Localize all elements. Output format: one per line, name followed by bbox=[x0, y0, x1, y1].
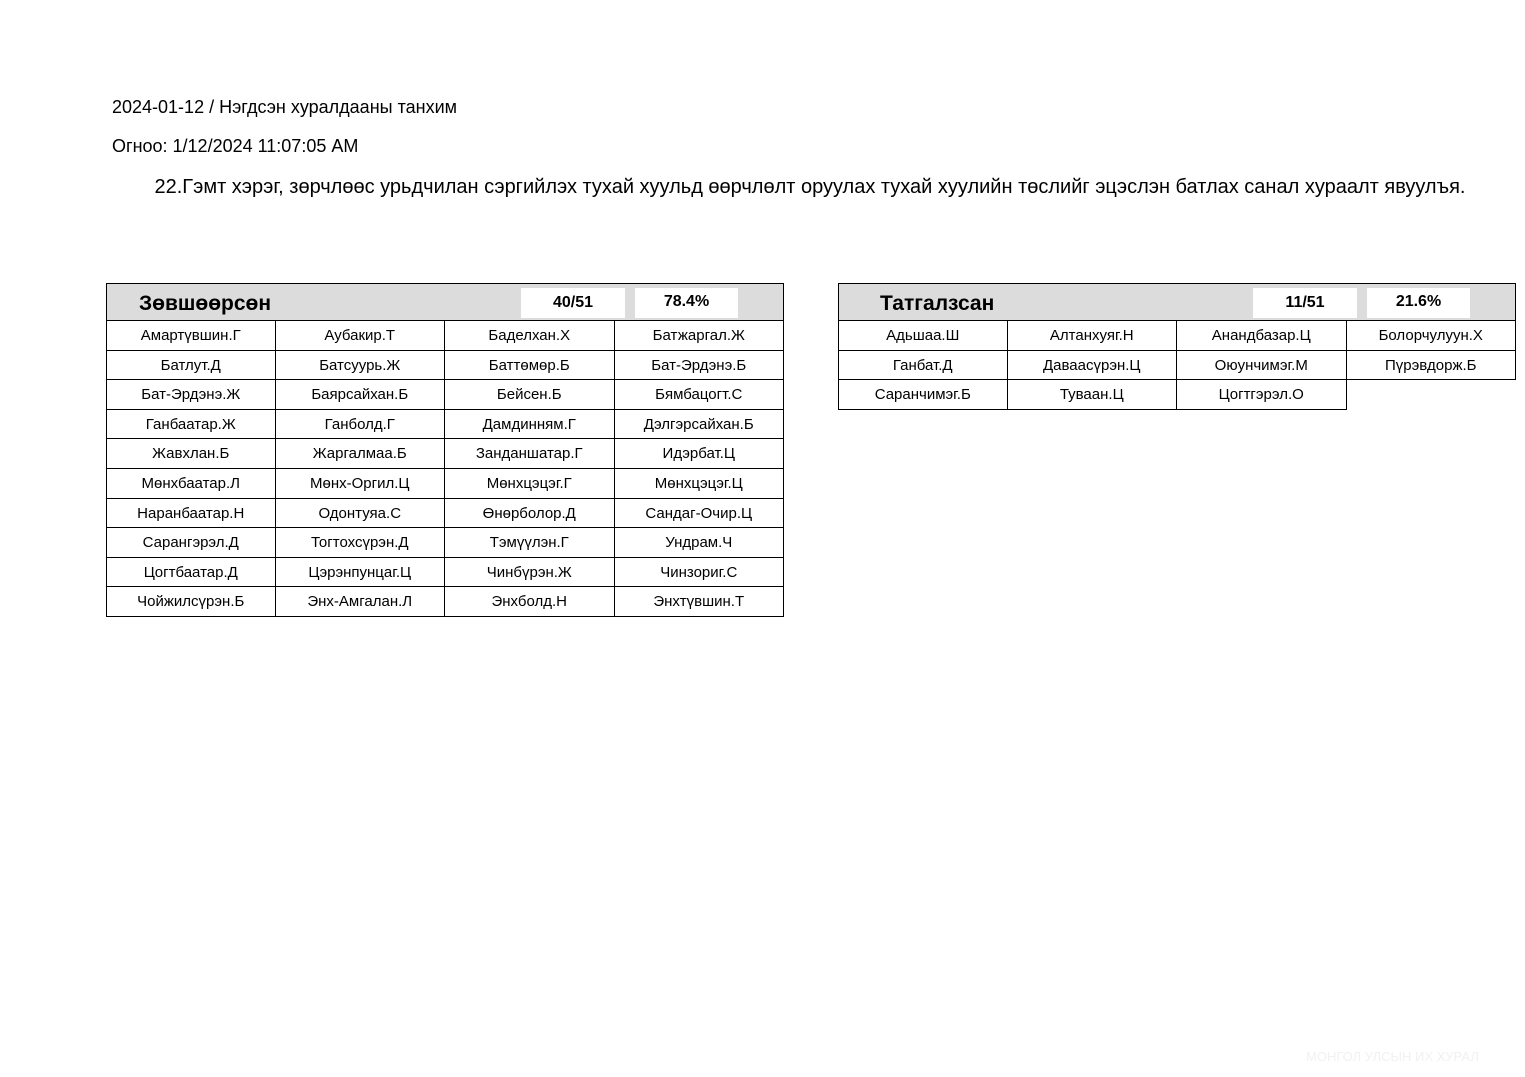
date-label: Огноо: bbox=[112, 136, 168, 156]
member-name-cell: Тогтохсүрэн.Д bbox=[276, 528, 446, 558]
member-name-cell: Ундрам.Ч bbox=[615, 528, 785, 558]
member-name-cell: Занданшатар.Г bbox=[445, 439, 615, 469]
motion-title: 22.Гэмт хэрэг, зөрчлөөс урьдчилан сэргийлэх тухай хуульд өөрчлөлт оруулах тухай хуулийн төслийг эцэслэн батлах санал хураалт явуулъя. bbox=[154, 176, 1466, 198]
date-value: 1/12/2024 11:07:05 AM bbox=[172, 136, 359, 156]
member-name-cell: Мөнхцэцэг.Ц bbox=[615, 469, 785, 499]
member-name-cell: Алтанхуяг.Н bbox=[1008, 321, 1178, 351]
member-name-cell: Идэрбат.Ц bbox=[615, 439, 785, 469]
member-name-cell: Батсуурь.Ж bbox=[276, 351, 446, 381]
member-name-cell: Даваасүрэн.Ц bbox=[1008, 351, 1178, 381]
member-name-cell: Жаргалмаа.Б bbox=[276, 439, 446, 469]
member-name-cell: Одонтуяа.С bbox=[276, 499, 446, 529]
watermark: МОНГОЛ УЛСЫН ИХ ХУРАЛ bbox=[1306, 1049, 1479, 1064]
approved-names-grid bbox=[106, 321, 784, 617]
member-name-cell: Ганбат.Д bbox=[838, 351, 1008, 381]
member-name-cell: Цэрэнпунцаг.Ц bbox=[276, 558, 446, 588]
rejected-count: 11/51 bbox=[1253, 288, 1357, 318]
member-name-cell: Бат-Эрдэнэ.Б bbox=[615, 351, 785, 381]
approved-title: Зөвшөөрсөн bbox=[139, 292, 272, 315]
member-name-cell: Саранчимэг.Б bbox=[838, 380, 1008, 410]
member-name-cell: Мөнхбаатар.Л bbox=[106, 469, 276, 499]
member-name-cell: Баттөмөр.Б bbox=[445, 351, 615, 381]
member-name-cell: Энхболд.Н bbox=[445, 587, 615, 617]
rejected-percent: 21.6% bbox=[1367, 288, 1470, 318]
member-name-cell: Пүрэвдорж.Б bbox=[1347, 351, 1517, 381]
approved-vote-block bbox=[106, 283, 784, 617]
member-name-cell: Батжаргал.Ж bbox=[615, 321, 785, 351]
member-name-cell: Өнөрболор.Д bbox=[445, 499, 615, 529]
member-name-cell: Сандаг-Очир.Ц bbox=[615, 499, 785, 529]
member-name-cell: Оюунчимэг.М bbox=[1177, 351, 1347, 381]
member-name-cell: Энх-Амгалан.Л bbox=[276, 587, 446, 617]
member-name-cell: Чойжилсүрэн.Б bbox=[106, 587, 276, 617]
rejected-vote-block bbox=[838, 283, 1516, 410]
member-name-cell: Чинзориг.С bbox=[615, 558, 785, 588]
member-name-cell: Мөнхцэцэг.Г bbox=[445, 469, 615, 499]
rejected-title: Татгалзсан bbox=[880, 292, 995, 315]
rejected-header bbox=[838, 283, 1516, 321]
member-name-cell: Бат-Эрдэнэ.Ж bbox=[106, 380, 276, 410]
member-name-cell: Ганболд.Г bbox=[276, 410, 446, 440]
member-name-cell: Туваан.Ц bbox=[1008, 380, 1178, 410]
member-name-cell: Баярсайхан.Б bbox=[276, 380, 446, 410]
member-name-cell: Батлут.Д bbox=[106, 351, 276, 381]
member-name-cell: Жавхлан.Б bbox=[106, 439, 276, 469]
member-name-cell: Баделхан.Х bbox=[445, 321, 615, 351]
member-name-cell: Бейсен.Б bbox=[445, 380, 615, 410]
member-name-cell: Адьшаа.Ш bbox=[838, 321, 1008, 351]
member-name-cell: Энхтүвшин.Т bbox=[615, 587, 785, 617]
member-name-cell: Тэмүүлэн.Г bbox=[445, 528, 615, 558]
member-name-cell: Бямбацогт.С bbox=[615, 380, 785, 410]
member-name-cell: Болорчулуун.Х bbox=[1347, 321, 1517, 351]
member-name-cell: Дамдинням.Г bbox=[445, 410, 615, 440]
date-line bbox=[112, 136, 358, 157]
member-name-cell: Ганбаатар.Ж bbox=[106, 410, 276, 440]
member-name-cell: Анандбазар.Ц bbox=[1177, 321, 1347, 351]
member-name-cell: Мөнх-Оргил.Ц bbox=[276, 469, 446, 499]
member-name-cell: Сарангэрэл.Д bbox=[106, 528, 276, 558]
member-name-cell: Амартүвшин.Г bbox=[106, 321, 276, 351]
member-name-cell: Цогтбаатар.Д bbox=[106, 558, 276, 588]
session-line: 2024-01-12 / Нэгдсэн хуралдааны танхим bbox=[112, 97, 457, 117]
rejected-names-grid bbox=[838, 321, 1516, 410]
member-name-cell: Цогтгэрэл.О bbox=[1177, 380, 1347, 410]
member-name-cell: Аубакир.Т bbox=[276, 321, 446, 351]
approved-count: 40/51 bbox=[521, 288, 625, 318]
approved-percent: 78.4% bbox=[635, 288, 738, 318]
member-name-cell: Чинбүрэн.Ж bbox=[445, 558, 615, 588]
approved-header bbox=[106, 283, 784, 321]
member-name-cell: Наранбаатар.Н bbox=[106, 499, 276, 529]
member-name-cell: Дэлгэрсайхан.Б bbox=[615, 410, 785, 440]
